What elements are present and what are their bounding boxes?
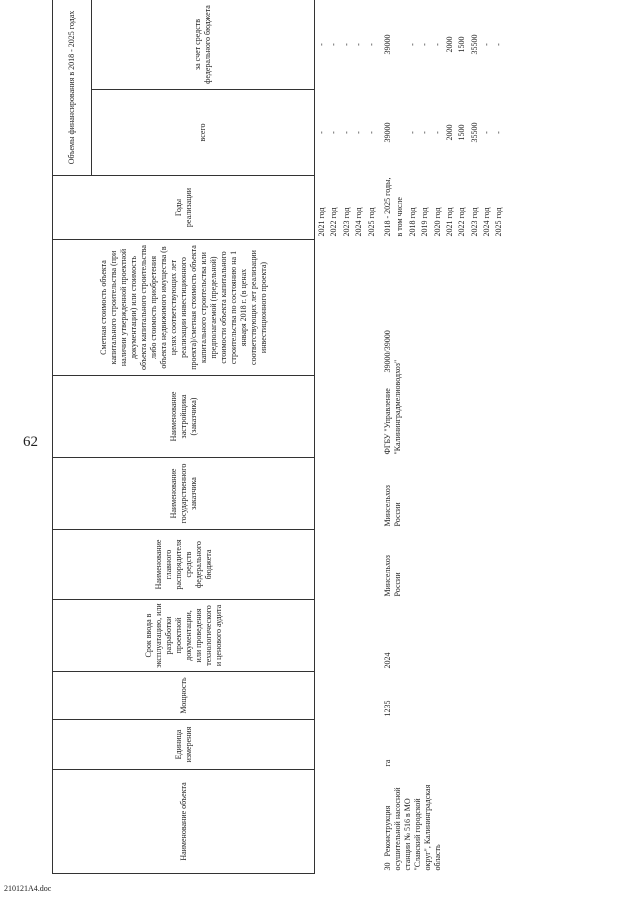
prev-total-cell — [315, 90, 381, 176]
prev-total-value: - — [317, 131, 326, 134]
prev-years-cell — [315, 176, 381, 240]
prev-federal-value: - — [354, 43, 364, 46]
prev-year: 2022 год — [329, 207, 339, 237]
federal-value: 35500 — [469, 34, 479, 55]
years-cell — [381, 176, 612, 240]
total-value — [395, 93, 407, 173]
table-sheet — [52, 0, 640, 905]
total-value: - — [494, 131, 504, 134]
federal-value: - — [494, 43, 504, 46]
deadline-cell: 2024 — [382, 652, 392, 669]
header-years: Годы реализации — [53, 176, 315, 240]
total-value: - — [407, 131, 417, 134]
prev-federal-cell — [315, 0, 381, 90]
prev-total-value: - — [366, 131, 376, 134]
prev-federal-value: - — [317, 43, 326, 46]
prev-total-value: - — [329, 131, 339, 134]
year-label: 2018 - 2025 годы, — [382, 177, 392, 237]
year-label: 2019 год — [420, 207, 430, 237]
prev-year: 2025 год — [366, 207, 376, 237]
federal-value: 1500 — [457, 36, 467, 53]
total-value: - — [482, 131, 492, 134]
total-value: - — [432, 131, 442, 134]
year-label: 2025 год — [494, 207, 504, 237]
prev-year: 2023 год — [341, 207, 351, 237]
header-developer: Наименование застройщика (заказчика) — [53, 376, 315, 458]
header-chief-manager: Наименование главного распорядителя средств федерального бюджета — [53, 530, 315, 600]
header-financing: Объемы финансирования в 2018 - 2025 годах — [53, 0, 92, 176]
page-number: 62 — [23, 434, 38, 450]
total-value: - — [420, 131, 430, 134]
prev-federal-value: - — [366, 43, 376, 46]
developer-cell: ФГБУ "Управление "Калининградмелиоводхоз" — [382, 359, 402, 455]
year-label: 2020 год — [432, 207, 442, 237]
header-customer: Наименование государственного заказчика — [53, 458, 315, 530]
federal-value: - — [420, 43, 430, 46]
total-value: 39000 — [382, 122, 392, 143]
prev-total-value: - — [341, 131, 351, 134]
object-name-cell — [381, 770, 612, 874]
unit-cell: га — [382, 759, 392, 767]
federal-value: - — [482, 43, 492, 46]
total-value: 35500 — [469, 122, 479, 143]
financing-table — [52, 0, 612, 874]
prev-year: 2024 год — [354, 207, 364, 237]
header-total: всего — [92, 90, 315, 176]
year-label: 2024 год — [482, 207, 492, 237]
year-label: 2023 год — [469, 207, 479, 237]
year-label: 2021 год — [444, 207, 454, 237]
year-label: 2022 год — [457, 207, 467, 237]
row-number: 30 — [382, 862, 392, 871]
federal-value: - — [407, 43, 417, 46]
prev-year: 2021 год — [317, 207, 326, 237]
header-estimated-cost: Сметная стоимость объекта капитального строительства (при наличии утвержденной проектной документации) или стоимость объекта капитального строительства либо стоимость приобретения объекта недвижимого имущества (в целях соответствующих лет реализации инвестиционного проекта)/сметная стоимость объекта капитального строительства или предполагаемой (предельной) стоимости объекта капитального строительства по состоянию на 1 января 2018 г. (в ценах соответствующих лет реализации инвестиционного проекта) — [53, 240, 315, 376]
header-unit: Единица измерения — [53, 720, 315, 770]
header-deadline: Срок ввода в эксплуатацию, или разработки проектной документации, или проведения технологического и ценового аудита — [53, 600, 315, 672]
year-label: 2018 год — [407, 207, 417, 237]
federal-value — [395, 3, 407, 87]
header-capacity: Мощность — [53, 672, 315, 720]
federal-value: 2000 — [444, 36, 454, 53]
federal-cell — [381, 0, 612, 90]
prev-total-value: - — [354, 131, 364, 134]
prev-federal-value: - — [329, 43, 339, 46]
total-cell — [381, 90, 612, 176]
year-label: в том числе — [395, 197, 405, 237]
federal-value: 39000 — [382, 34, 392, 55]
estimated-cost-cell: 39000/39000 — [382, 330, 392, 373]
total-value: 2000 — [444, 124, 454, 141]
prev-row-blank — [315, 240, 381, 874]
header-federal: за счет средств федерального бюджета — [92, 0, 315, 90]
capacity-cell: 1235 — [382, 700, 392, 717]
header-name: Наименование объекта — [53, 770, 315, 874]
customer-cell: Минсельхоз России — [382, 485, 402, 527]
federal-value: - — [432, 43, 442, 46]
object-name: Реконструкция осушительной насосной станции № 516 в МО "Славский городской округ", Калининградская область — [382, 784, 442, 871]
total-value: 1500 — [457, 124, 467, 141]
rotated-table-container — [52, 0, 612, 874]
footer-filename: 210121A4.doc — [4, 884, 52, 893]
prev-federal-value: - — [341, 43, 351, 46]
chief-manager-cell: Минсельхоз России — [382, 555, 402, 597]
